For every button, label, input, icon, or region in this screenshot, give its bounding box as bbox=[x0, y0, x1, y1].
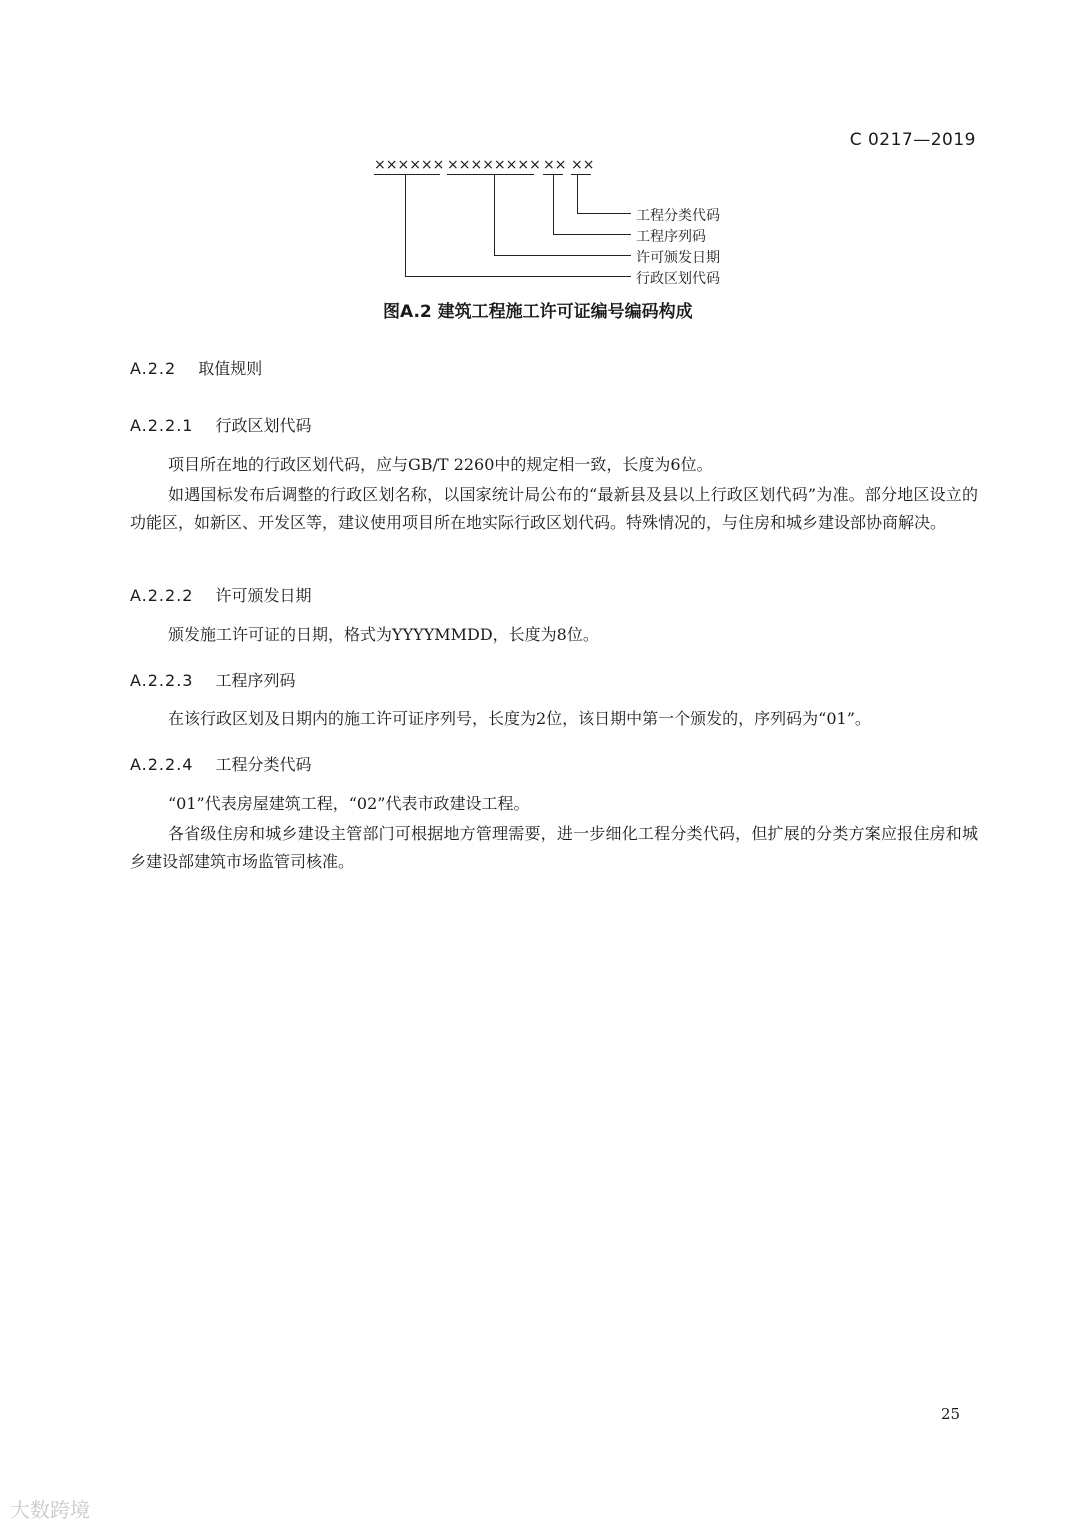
figure-caption: 图A.2 建筑工程施工许可证编号编码构成 bbox=[383, 302, 693, 322]
section-title: 行政区划代码 bbox=[215, 416, 312, 435]
page-number: 25 bbox=[941, 1405, 961, 1423]
segment-underline bbox=[447, 174, 534, 175]
section-title: 许可颁发日期 bbox=[215, 586, 312, 605]
leader-line bbox=[494, 174, 495, 255]
standard-code: C 0217—2019 bbox=[849, 130, 976, 150]
segment-category: ×× bbox=[571, 157, 595, 173]
leader-line bbox=[405, 174, 406, 276]
leader-line bbox=[553, 234, 631, 235]
section-heading bbox=[130, 413, 311, 436]
leader-line bbox=[577, 213, 631, 214]
label-issue-date: 许可颁发日期 bbox=[636, 250, 720, 266]
section-number: A.2.2.4 bbox=[130, 755, 194, 774]
segment-underline bbox=[571, 174, 591, 175]
paragraph: 如遇国标发布后调整的行政区划名称，以国家统计局公布的“最新县及县以上行政区划代码”为准。部分地区设立的功能区，如新区、开发区等，建议使用项目所在地实际行政区划代码。特殊情况的，与住房和城乡建设部协商解决。 bbox=[130, 485, 978, 532]
segment-serial: ×× bbox=[543, 157, 567, 173]
section-heading bbox=[130, 356, 262, 379]
watermark: 大数跨境 bbox=[10, 1498, 90, 1522]
section-heading bbox=[130, 668, 295, 691]
paragraph: 在该行政区划及日期内的施工许可证序列号，长度为2位，该日期中第一个颁发的，序列码为“01”。 bbox=[168, 709, 871, 728]
section-heading bbox=[130, 752, 311, 775]
segment-issue-date: ×××××××× bbox=[447, 157, 541, 173]
section-number: A.2.2.2 bbox=[130, 586, 194, 605]
leader-line bbox=[577, 174, 578, 213]
leader-line bbox=[553, 174, 554, 234]
paragraph: “01”代表房屋建筑工程，“02”代表市政建设工程。 bbox=[168, 794, 530, 813]
leader-line bbox=[405, 276, 631, 277]
section-heading bbox=[130, 583, 311, 606]
section-number: A.2.2.1 bbox=[130, 416, 194, 435]
segment-underline bbox=[374, 174, 440, 175]
section-number: A.2.2.3 bbox=[130, 671, 194, 690]
label-admin-code: 行政区划代码 bbox=[636, 271, 720, 287]
section-number: A.2.2 bbox=[130, 359, 177, 378]
section-title: 工程分类代码 bbox=[215, 755, 312, 774]
label-serial-code: 工程序列码 bbox=[636, 229, 706, 245]
label-category-code: 工程分类代码 bbox=[636, 208, 720, 224]
section-title: 工程序列码 bbox=[215, 671, 296, 690]
leader-line bbox=[494, 255, 631, 256]
segment-admin-code: ×××××× bbox=[374, 157, 445, 173]
section-title: 取值规则 bbox=[198, 359, 263, 378]
paragraph: 颁发施工许可证的日期，格式为YYYYMMDD，长度为8位。 bbox=[168, 625, 599, 644]
paragraph: 项目所在地的行政区划代码，应与GB/T 2260中的规定相一致，长度为6位。 bbox=[168, 455, 713, 474]
paragraph: 各省级住房和城乡建设主管部门可根据地方管理需要，进一步细化工程分类代码，但扩展的分类方案应报住房和城乡建设部建筑市场监管司核准。 bbox=[130, 824, 978, 871]
